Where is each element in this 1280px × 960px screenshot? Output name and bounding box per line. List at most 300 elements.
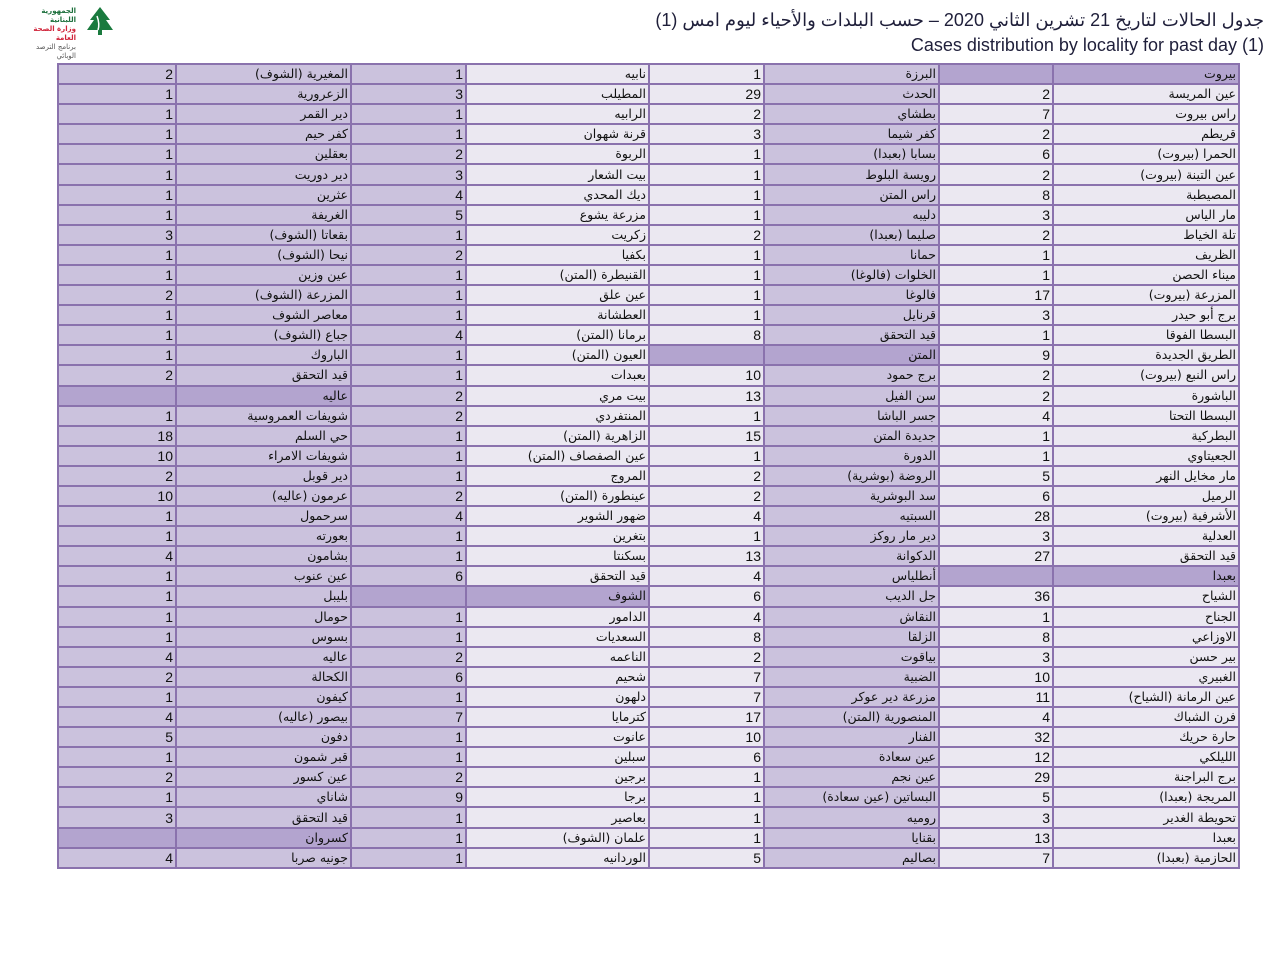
locality-name-cell: المنتفردي — [466, 406, 649, 426]
case-count-cell: 1 — [939, 426, 1053, 446]
locality-name-cell: بشامون — [176, 546, 351, 566]
case-count-cell: 1 — [649, 828, 764, 848]
case-count-cell: 1 — [58, 84, 176, 104]
locality-name-cell: دليبه — [764, 205, 939, 225]
locality-name-cell: بعقلين — [176, 144, 351, 164]
case-count-cell: 1 — [58, 607, 176, 627]
table-row — [58, 466, 1239, 486]
case-count-cell: 1 — [58, 205, 176, 225]
case-count-cell: 1 — [939, 265, 1053, 285]
table-row — [58, 486, 1239, 506]
locality-name-cell: المروج — [466, 466, 649, 486]
case-count-cell: 3 — [649, 124, 764, 144]
case-count-cell: 2 — [649, 466, 764, 486]
table-row — [58, 787, 1239, 807]
table-row — [58, 707, 1239, 727]
locality-name-cell: سبلين — [466, 747, 649, 767]
locality-name-cell: عثرين — [176, 185, 351, 205]
case-count-cell: 29 — [649, 84, 764, 104]
case-count-cell: 1 — [351, 104, 466, 124]
locality-name-cell: السعديات — [466, 627, 649, 647]
case-count-cell: 6 — [649, 586, 764, 606]
case-count-cell: 4 — [58, 848, 176, 868]
case-count-cell: 1 — [939, 607, 1053, 627]
locality-name-cell: البسطا التحتا — [1053, 406, 1239, 426]
locality-name-cell: بعبدات — [466, 365, 649, 385]
locality-name-cell: برجا — [466, 787, 649, 807]
case-count-cell: 2 — [58, 64, 176, 84]
table-row — [58, 365, 1239, 385]
case-count-cell: 1 — [649, 305, 764, 325]
locality-name-cell: رويسة البلوط — [764, 164, 939, 184]
logo-line-3: برنامج الترصد الوبائي — [35, 43, 76, 60]
case-count-cell: 2 — [939, 386, 1053, 406]
case-count-cell: 13 — [649, 386, 764, 406]
locality-name-cell: شحيم — [466, 667, 649, 687]
locality-name-cell: الزلقا — [764, 627, 939, 647]
locality-name-cell: العطشانة — [466, 305, 649, 325]
case-count-cell: 17 — [649, 707, 764, 727]
case-count-cell: 6 — [939, 486, 1053, 506]
case-count-cell: 2 — [351, 647, 466, 667]
locality-name-cell: الدامور — [466, 607, 649, 627]
table-row — [58, 245, 1239, 265]
case-count-cell: 7 — [939, 848, 1053, 868]
case-count-cell: 7 — [649, 667, 764, 687]
cedar-tree-logo-icon — [84, 6, 116, 36]
locality-name-cell: الحدث — [764, 84, 939, 104]
table-row — [58, 627, 1239, 647]
locality-name-cell: ضهور الشوير — [466, 506, 649, 526]
table-row — [58, 848, 1239, 868]
locality-name-cell: تلة الخياط — [1053, 225, 1239, 245]
locality-name-cell: القنيطرة (المتن) — [466, 265, 649, 285]
locality-name-cell: حمانا — [764, 245, 939, 265]
locality-name-cell: المزرعة (بيروت) — [1053, 285, 1239, 305]
locality-name-cell: بسكنتا — [466, 546, 649, 566]
case-count-cell: 1 — [58, 305, 176, 325]
locality-name-cell: راس بيروت — [1053, 104, 1239, 124]
case-count-cell: 1 — [351, 828, 466, 848]
case-count-cell: 4 — [649, 506, 764, 526]
case-count-cell: 5 — [939, 787, 1053, 807]
locality-name-cell: فرن الشباك — [1053, 707, 1239, 727]
table-row — [58, 426, 1239, 446]
locality-name-cell: بعورته — [176, 526, 351, 546]
locality-name-cell: كيفون — [176, 687, 351, 707]
locality-name-cell: البطركية — [1053, 426, 1239, 446]
locality-name-cell: بعاصير — [466, 807, 649, 827]
case-count-cell: 4 — [351, 325, 466, 345]
locality-name-cell: بياقوت — [764, 647, 939, 667]
locality-name-cell: الزعرورية — [176, 84, 351, 104]
locality-name-cell: الدكوانة — [764, 546, 939, 566]
case-count-cell: 1 — [649, 446, 764, 466]
case-count-cell: 15 — [649, 426, 764, 446]
case-count-cell: 2 — [351, 386, 466, 406]
locality-name-cell: أنطلياس — [764, 566, 939, 586]
case-count-cell: 1 — [351, 546, 466, 566]
case-count-cell: 11 — [939, 687, 1053, 707]
table-row — [58, 225, 1239, 245]
case-count-cell: 6 — [649, 747, 764, 767]
locality-name-cell: فالوغا — [764, 285, 939, 305]
locality-name-cell: دير القمر — [176, 104, 351, 124]
case-count-cell: 7 — [351, 707, 466, 727]
table-row — [58, 386, 1239, 406]
locality-name-cell: جباع (الشوف) — [176, 325, 351, 345]
case-count-cell: 8 — [649, 627, 764, 647]
locality-name-cell: بكفيا — [466, 245, 649, 265]
case-count-cell: 1 — [351, 426, 466, 446]
case-count-cell — [939, 64, 1053, 84]
table-row — [58, 687, 1239, 707]
locality-name-cell: حومال — [176, 607, 351, 627]
logo-line-2: وزارة الصحة العامة — [33, 25, 76, 42]
locality-name-cell: قيد التحقق — [176, 807, 351, 827]
case-count-cell: 3 — [939, 526, 1053, 546]
case-count-cell: 1 — [351, 526, 466, 546]
case-count-cell: 1 — [58, 104, 176, 124]
case-count-cell: 10 — [649, 727, 764, 747]
locality-name-cell: الشياح — [1053, 586, 1239, 606]
case-count-cell: 2 — [649, 104, 764, 124]
locality-name-cell: الحمرا (بيروت) — [1053, 144, 1239, 164]
case-count-cell: 5 — [58, 727, 176, 747]
locality-name-cell: قيد التحقق — [764, 325, 939, 345]
locality-name-cell: الربوة — [466, 144, 649, 164]
case-count-cell: 10 — [939, 667, 1053, 687]
case-count-cell: 1 — [351, 466, 466, 486]
locality-name-cell: بسوس — [176, 627, 351, 647]
case-count-cell: 29 — [939, 767, 1053, 787]
case-count-cell: 7 — [649, 687, 764, 707]
case-count-cell: 1 — [351, 305, 466, 325]
case-count-cell: 6 — [351, 667, 466, 687]
case-count-cell: 1 — [649, 185, 764, 205]
table-row — [58, 506, 1239, 526]
case-count-cell: 13 — [649, 546, 764, 566]
table-row — [58, 607, 1239, 627]
locality-name-cell: راس النبع (بيروت) — [1053, 365, 1239, 385]
locality-name-cell: ديك المحدي — [466, 185, 649, 205]
case-count-cell: 2 — [58, 667, 176, 687]
case-count-cell: 3 — [351, 164, 466, 184]
locality-name-cell: كفر شيما — [764, 124, 939, 144]
case-count-cell: 1 — [351, 225, 466, 245]
case-count-cell: 2 — [351, 767, 466, 787]
locality-name-cell: مار مخايل النهر — [1053, 466, 1239, 486]
case-count-cell: 1 — [649, 767, 764, 787]
table-row — [58, 828, 1239, 848]
locality-name-cell: قرنايل — [764, 305, 939, 325]
case-count-cell: 9 — [939, 345, 1053, 365]
locality-name-cell: المزرعة (الشوف) — [176, 285, 351, 305]
locality-name-cell: بعبدا — [1053, 828, 1239, 848]
locality-name-cell: المغيرية (الشوف) — [176, 64, 351, 84]
table-row — [58, 566, 1239, 586]
logo-line-1: الجمهورية اللبنانية — [41, 7, 76, 24]
table-row — [58, 345, 1239, 365]
case-count-cell: 1 — [649, 245, 764, 265]
case-count-cell: 1 — [58, 164, 176, 184]
table-row — [58, 124, 1239, 144]
case-count-cell: 27 — [939, 546, 1053, 566]
case-count-cell: 1 — [351, 64, 466, 84]
locality-name-cell: دير قوبل — [176, 466, 351, 486]
district-header-cell: المتن — [764, 345, 939, 365]
case-count-cell: 2 — [649, 647, 764, 667]
locality-name-cell: عين وزين — [176, 265, 351, 285]
table-row — [58, 305, 1239, 325]
case-count-cell: 2 — [649, 225, 764, 245]
table-row — [58, 64, 1239, 84]
locality-name-cell: بصاليم — [764, 848, 939, 868]
locality-name-cell: قيد التحقق — [466, 566, 649, 586]
locality-name-cell: كفر حيم — [176, 124, 351, 144]
page-title-english: Cases distribution by locality for past day (1) — [910, 35, 1264, 55]
locality-name-cell: شويفات العمروسية — [176, 406, 351, 426]
locality-name-cell: بليبل — [176, 586, 351, 606]
locality-name-cell: دفون — [176, 727, 351, 747]
ministry-logo-text — [16, 7, 76, 61]
locality-name-cell: برمانا (المتن) — [466, 325, 649, 345]
locality-name-cell: العدلية — [1053, 526, 1239, 546]
table-row — [58, 727, 1239, 747]
case-count-cell: 32 — [939, 727, 1053, 747]
case-count-cell: 1 — [351, 607, 466, 627]
case-count-cell: 1 — [649, 406, 764, 426]
case-count-cell: 1 — [58, 747, 176, 767]
case-count-cell: 2 — [649, 486, 764, 506]
locality-name-cell: المنصورية (المتن) — [764, 707, 939, 727]
table-row — [58, 325, 1239, 345]
locality-name-cell: برج حمود — [764, 365, 939, 385]
case-count-cell: 12 — [939, 747, 1053, 767]
case-count-cell — [58, 386, 176, 406]
case-count-cell: 4 — [649, 607, 764, 627]
locality-name-cell: الباروك — [176, 345, 351, 365]
case-count-cell: 1 — [58, 325, 176, 345]
case-count-cell: 1 — [351, 265, 466, 285]
case-count-cell: 4 — [58, 647, 176, 667]
case-count-cell: 1 — [351, 807, 466, 827]
case-count-cell: 3 — [58, 225, 176, 245]
district-header-cell: عاليه — [176, 386, 351, 406]
case-count-cell — [58, 828, 176, 848]
case-count-cell: 7 — [939, 104, 1053, 124]
locality-name-cell: راس المتن — [764, 185, 939, 205]
case-count-cell: 5 — [939, 466, 1053, 486]
case-count-cell: 1 — [649, 265, 764, 285]
locality-name-cell: عين عنوب — [176, 566, 351, 586]
locality-name-cell: الليلكي — [1053, 747, 1239, 767]
case-count-cell: 1 — [351, 747, 466, 767]
locality-name-cell: قبر شمون — [176, 747, 351, 767]
case-count-cell: 8 — [939, 627, 1053, 647]
case-count-cell: 1 — [939, 245, 1053, 265]
case-count-cell: 10 — [649, 365, 764, 385]
locality-name-cell: دلهون — [466, 687, 649, 707]
locality-name-cell: الاوزاعي — [1053, 627, 1239, 647]
case-count-cell: 1 — [58, 787, 176, 807]
case-count-cell: 1 — [649, 526, 764, 546]
case-count-cell: 1 — [58, 526, 176, 546]
case-count-cell: 10 — [58, 486, 176, 506]
case-count-cell: 9 — [351, 787, 466, 807]
case-count-cell: 8 — [649, 325, 764, 345]
case-count-cell: 28 — [939, 506, 1053, 526]
locality-name-cell: مار الياس — [1053, 205, 1239, 225]
locality-name-cell: دير مار روكز — [764, 526, 939, 546]
locality-name-cell: علمان (الشوف) — [466, 828, 649, 848]
locality-name-cell: جديدة المتن — [764, 426, 939, 446]
case-count-cell: 1 — [351, 848, 466, 868]
district-header-cell: كسروان — [176, 828, 351, 848]
case-count-cell: 2 — [939, 225, 1053, 245]
table-row — [58, 185, 1239, 205]
table-row — [58, 265, 1239, 285]
table-row — [58, 767, 1239, 787]
case-count-cell: 1 — [58, 687, 176, 707]
locality-name-cell: عانوت — [466, 727, 649, 747]
locality-name-cell: صليما (بعبدا) — [764, 225, 939, 245]
locality-name-cell: بسابا (بعبدا) — [764, 144, 939, 164]
locality-name-cell: الغبيري — [1053, 667, 1239, 687]
case-count-cell: 2 — [351, 245, 466, 265]
locality-name-cell: الزاهرية (المتن) — [466, 426, 649, 446]
table-row — [58, 84, 1239, 104]
case-count-cell: 4 — [58, 707, 176, 727]
case-count-cell: 3 — [351, 84, 466, 104]
case-count-cell: 6 — [351, 566, 466, 586]
case-count-cell — [649, 345, 764, 365]
locality-name-cell: الروضة (بوشرية) — [764, 466, 939, 486]
locality-name-cell: البسطا الفوقا — [1053, 325, 1239, 345]
case-count-cell: 13 — [939, 828, 1053, 848]
locality-name-cell: كترمايا — [466, 707, 649, 727]
locality-name-cell: عين كسور — [176, 767, 351, 787]
locality-name-cell: قيد التحقق — [1053, 546, 1239, 566]
locality-name-cell: الوردانيه — [466, 848, 649, 868]
table-row — [58, 647, 1239, 667]
locality-name-cell: روميه — [764, 807, 939, 827]
locality-name-cell: جسر الباشا — [764, 406, 939, 426]
case-count-cell: 1 — [649, 164, 764, 184]
locality-name-cell: عين علق — [466, 285, 649, 305]
locality-name-cell: حي السلم — [176, 426, 351, 446]
locality-name-cell: بقعاتا (الشوف) — [176, 225, 351, 245]
case-count-cell: 36 — [939, 586, 1053, 606]
case-count-cell: 2 — [939, 84, 1053, 104]
case-count-cell: 1 — [351, 345, 466, 365]
locality-name-cell: الباشورة — [1053, 386, 1239, 406]
case-count-cell: 4 — [649, 566, 764, 586]
locality-name-cell: نابيه — [466, 64, 649, 84]
locality-name-cell: سد البوشرية — [764, 486, 939, 506]
case-count-cell: 3 — [939, 305, 1053, 325]
locality-name-cell: معاصر الشوف — [176, 305, 351, 325]
case-count-cell: 2 — [351, 144, 466, 164]
locality-name-cell: برج أبو حيدر — [1053, 305, 1239, 325]
locality-name-cell: البساتين (عين سعادة) — [764, 787, 939, 807]
case-count-cell: 1 — [58, 144, 176, 164]
case-count-cell: 2 — [58, 285, 176, 305]
locality-name-cell: عين الرمانة (الشياح) — [1053, 687, 1239, 707]
locality-name-cell: بيت الشعار — [466, 164, 649, 184]
locality-name-cell: جونيه صربا — [176, 848, 351, 868]
case-count-cell: 1 — [58, 185, 176, 205]
page-title-arabic: جدول الحالات لتاريخ 21 تشرين الثاني 2020 – حسب البلدات والأحياء ليوم امس (1) — [655, 10, 1264, 30]
case-count-cell: 1 — [939, 446, 1053, 466]
case-count-cell: 4 — [939, 406, 1053, 426]
case-count-cell: 1 — [351, 687, 466, 707]
locality-name-cell: قريطم — [1053, 124, 1239, 144]
locality-name-cell: نيحا (الشوف) — [176, 245, 351, 265]
locality-name-cell: بتغرين — [466, 526, 649, 546]
case-count-cell: 2 — [351, 486, 466, 506]
locality-name-cell: الغريفة — [176, 205, 351, 225]
ministry-logo — [8, 4, 113, 60]
table-body — [58, 64, 1239, 868]
case-count-cell: 4 — [351, 185, 466, 205]
case-count-cell: 2 — [351, 406, 466, 426]
case-count-cell: 1 — [351, 365, 466, 385]
case-count-cell: 1 — [649, 64, 764, 84]
table-row — [58, 406, 1239, 426]
table-row — [58, 144, 1239, 164]
locality-name-cell: دير دوريت — [176, 164, 351, 184]
district-header-cell: بيروت — [1053, 64, 1239, 84]
table-row — [58, 104, 1239, 124]
table-row — [58, 667, 1239, 687]
locality-name-cell: المريجة (بعبدا) — [1053, 787, 1239, 807]
case-count-cell: 1 — [351, 627, 466, 647]
case-count-cell: 2 — [939, 365, 1053, 385]
locality-name-cell: شاناي — [176, 787, 351, 807]
case-count-cell: 1 — [351, 446, 466, 466]
locality-name-cell: الخلوات (فالوغا) — [764, 265, 939, 285]
locality-name-cell: السبتيه — [764, 506, 939, 526]
case-count-cell: 1 — [939, 325, 1053, 345]
case-count-cell: 1 — [58, 265, 176, 285]
case-count-cell: 2 — [939, 124, 1053, 144]
locality-name-cell: الأشرفية (بيروت) — [1053, 506, 1239, 526]
case-count-cell: 5 — [351, 205, 466, 225]
locality-name-cell: الفنار — [764, 727, 939, 747]
case-count-cell: 1 — [649, 807, 764, 827]
locality-name-cell: بير حسن — [1053, 647, 1239, 667]
locality-name-cell: الضبية — [764, 667, 939, 687]
table-row — [58, 446, 1239, 466]
locality-name-cell: بيت مري — [466, 386, 649, 406]
table-row — [58, 164, 1239, 184]
locality-name-cell: عينطورة (المتن) — [466, 486, 649, 506]
case-count-cell: 18 — [58, 426, 176, 446]
case-count-cell: 2 — [939, 164, 1053, 184]
case-count-cell: 1 — [58, 586, 176, 606]
locality-name-cell: المطيلب — [466, 84, 649, 104]
locality-name-cell: البرزة — [764, 64, 939, 84]
case-count-cell: 4 — [939, 707, 1053, 727]
locality-name-cell: الكحالة — [176, 667, 351, 687]
locality-name-cell: النقاش — [764, 607, 939, 627]
locality-name-cell: الجعيتاوي — [1053, 446, 1239, 466]
case-count-cell: 3 — [939, 647, 1053, 667]
locality-name-cell: عين الصفصاف (المتن) — [466, 446, 649, 466]
locality-name-cell: زكريت — [466, 225, 649, 245]
case-count-cell: 3 — [58, 807, 176, 827]
